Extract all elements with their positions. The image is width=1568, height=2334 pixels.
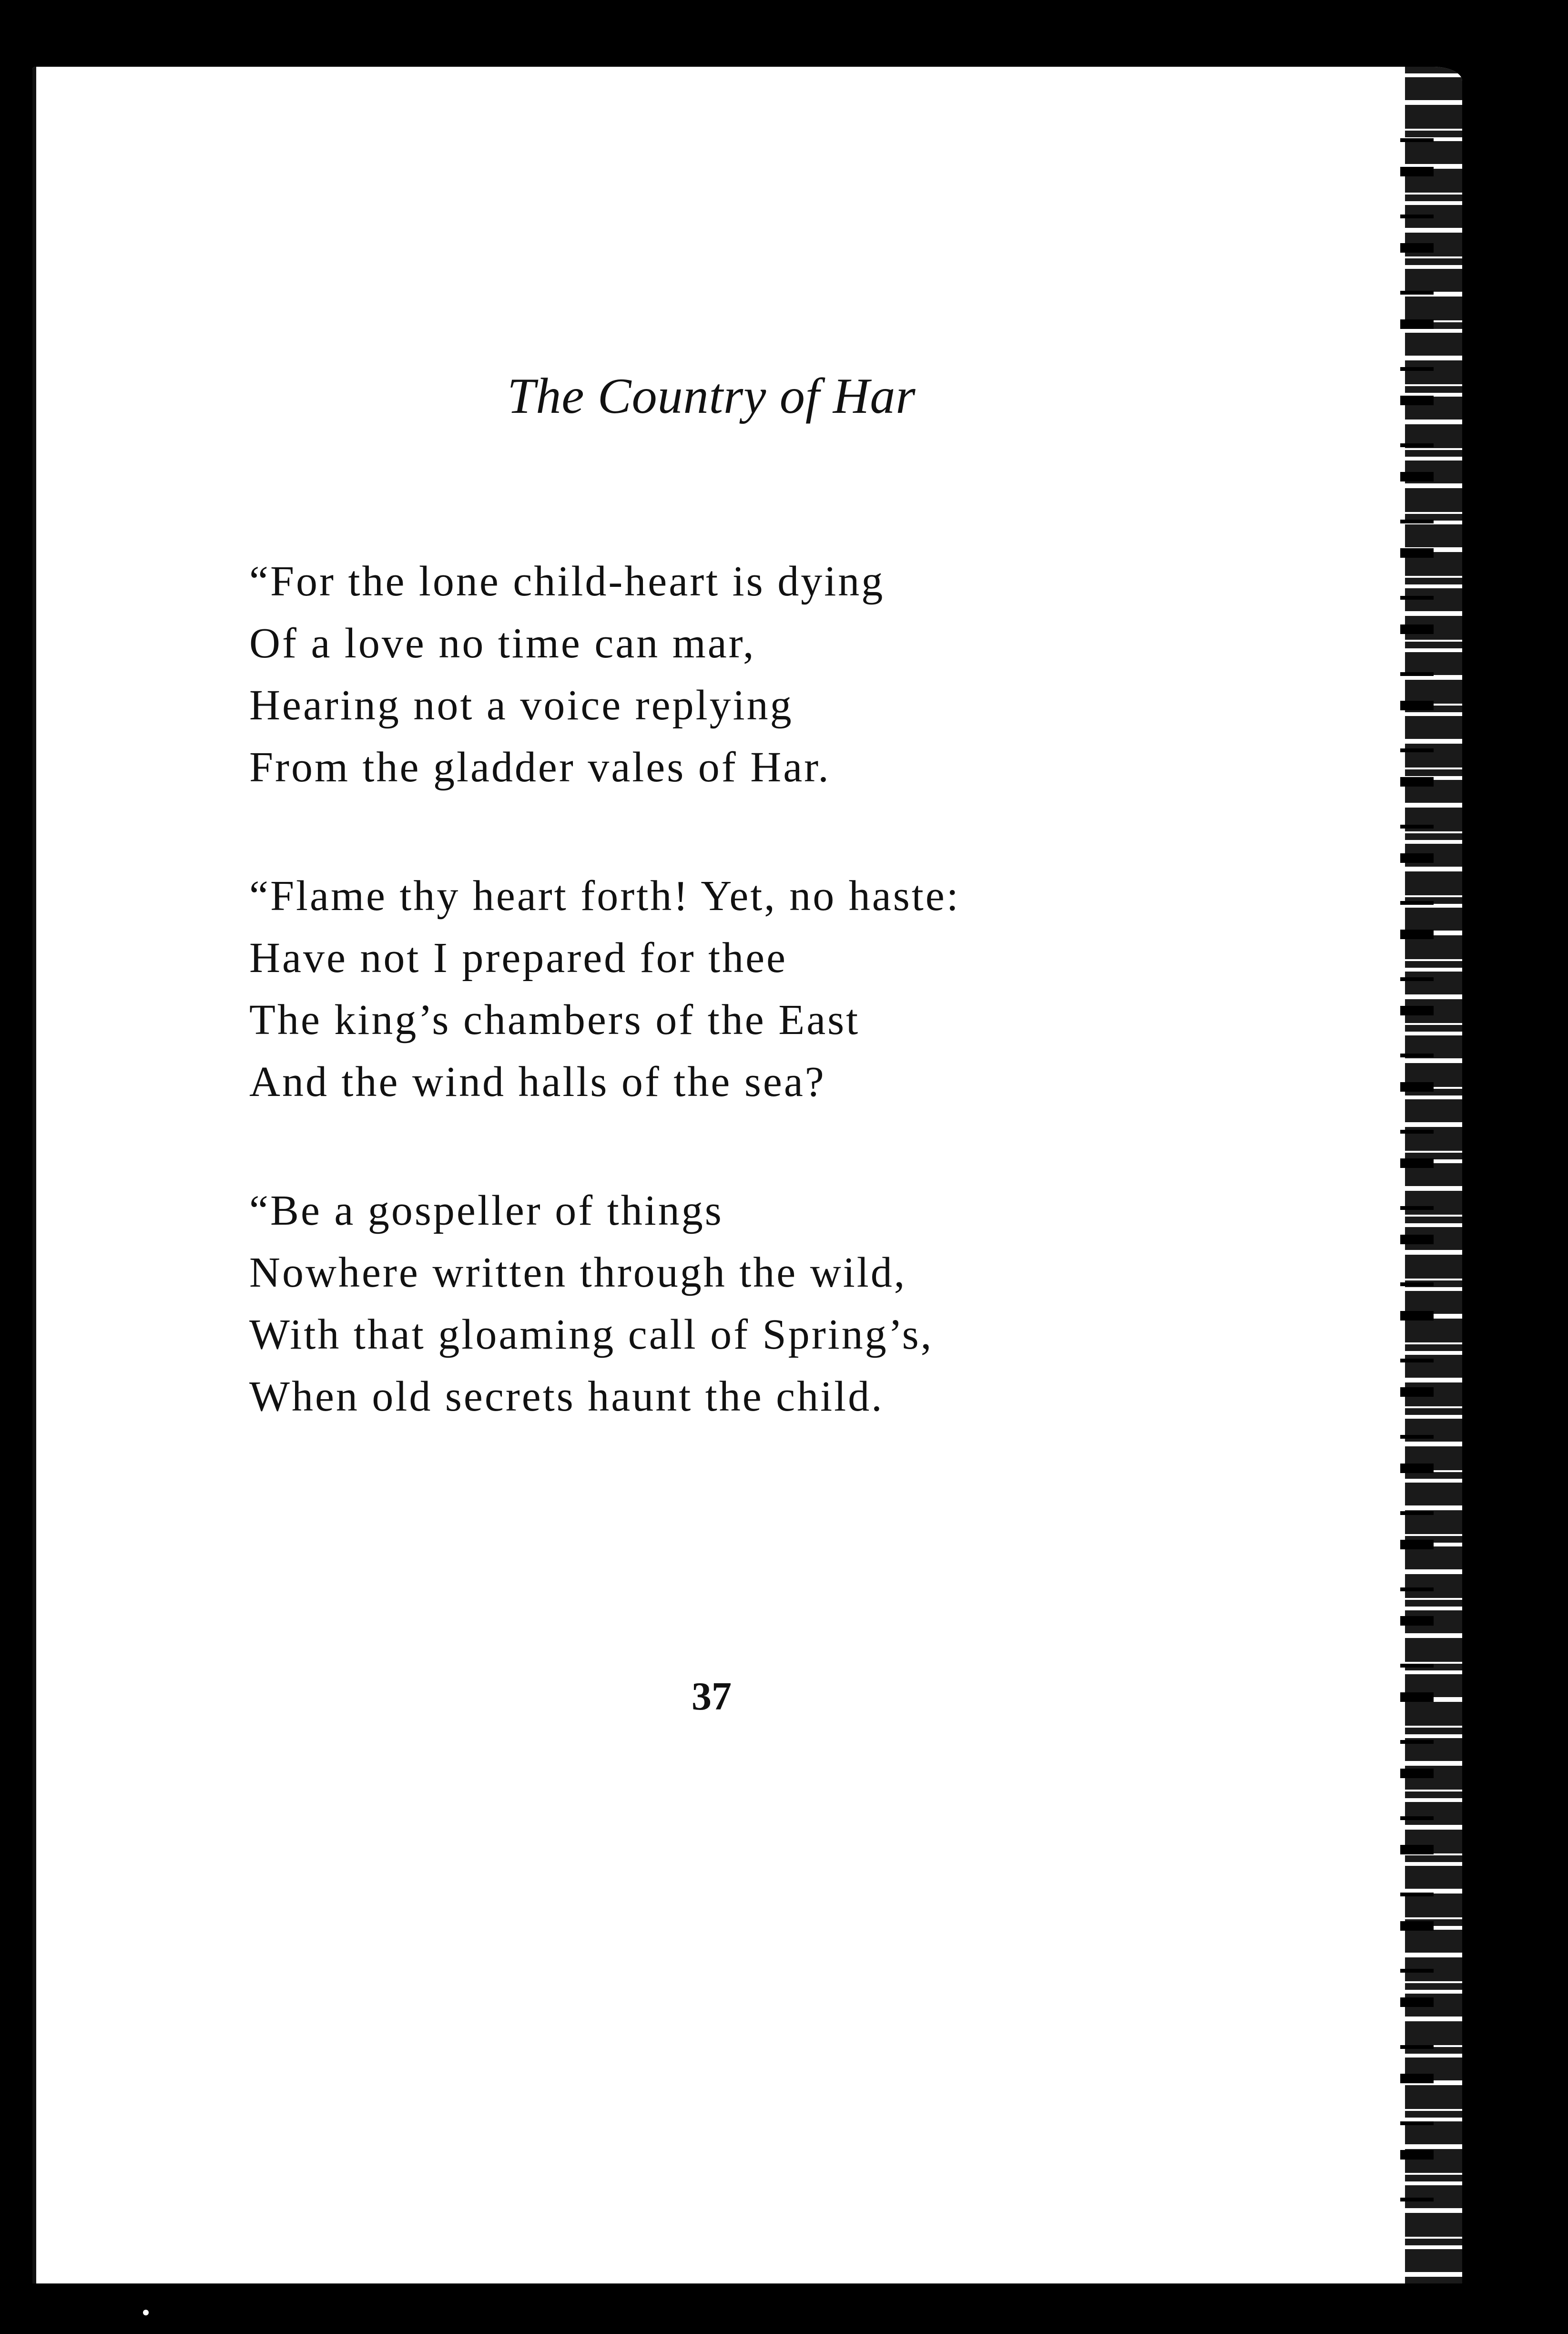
poem-line: With that gloaming call of Spring’s, bbox=[249, 1311, 934, 1358]
page-right-edge-texture bbox=[1400, 124, 1434, 2226]
page-number: 37 bbox=[692, 1674, 732, 1719]
poem-line: Nowhere written through the wild, bbox=[249, 1249, 907, 1296]
poem bbox=[249, 551, 960, 1495]
running-head: The Country of Har bbox=[507, 368, 916, 424]
stanza bbox=[249, 551, 960, 798]
stanza bbox=[249, 865, 960, 1113]
poem-line: Have not I prepared for thee bbox=[249, 934, 787, 982]
poem-line: And the wind halls of the sea? bbox=[249, 1058, 826, 1106]
poem-line: “Flame thy heart forth! Yet, no haste: bbox=[249, 872, 960, 920]
poem-line: Hearing not a voice replying bbox=[249, 682, 794, 729]
poem-line: When old secrets haunt the child. bbox=[249, 1373, 884, 1420]
scan-speck bbox=[143, 2310, 149, 2315]
book-page bbox=[32, 67, 1462, 2283]
poem-line: Of a love no time can mar, bbox=[249, 620, 756, 667]
poem-line: From the gladder vales of Har. bbox=[249, 744, 831, 791]
poem-line: “Be a gospeller of things bbox=[249, 1187, 723, 1234]
stanza bbox=[249, 1180, 960, 1428]
poem-line: The king’s chambers of the East bbox=[249, 996, 860, 1044]
poem-line: “For the lone child-heart is dying bbox=[249, 558, 885, 605]
